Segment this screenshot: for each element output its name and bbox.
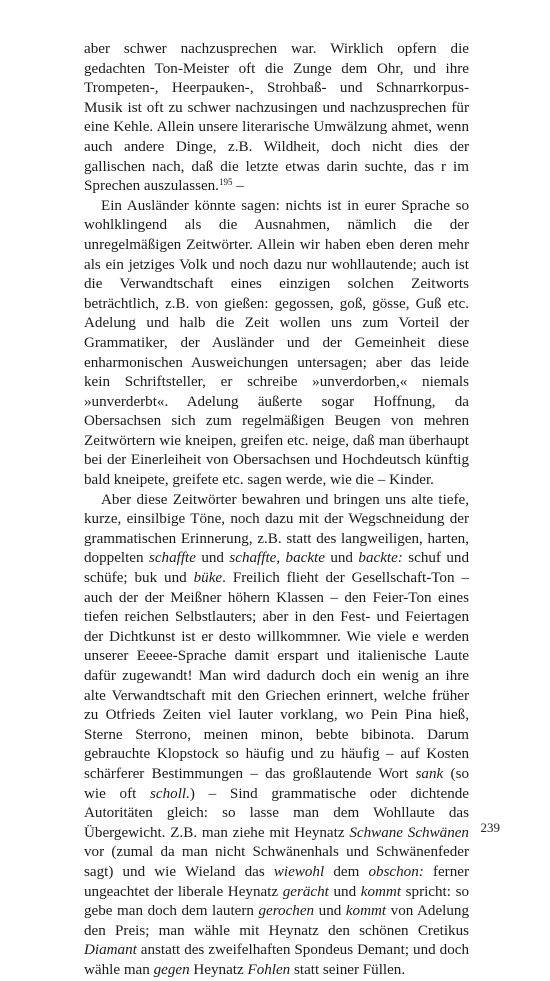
paragraph bbox=[84, 491, 469, 981]
paragraph bbox=[84, 40, 469, 197]
text-run: aber schwer nachzusprechen war. Wirklich opfern die gedachten Ton-Meister oft die Zunge dem Ohr, und ihre Trompeten-, Heerpauken-, Strohbaß- und Schnarrkorpus-Musik ist oft zu schwer nachzusingen und nachzusprechen für eine Kehle. Allein unsere literarische Umwälzung ahmet, wenn auch andere Dinge, z.B. Wildheit, doch nicht dies der gallischen nach, daß die letzte etwas darin suchte, das r im Sprechen auszulassen. bbox=[84, 41, 469, 195]
text-run: und bbox=[328, 883, 361, 900]
paragraph bbox=[84, 197, 469, 491]
footnote-marker: 195 bbox=[218, 177, 233, 188]
text-run: Heynatz bbox=[189, 961, 248, 978]
text-run: Aber diese Zeitwörter bewahren und bringen uns alte tiefe, kurze, einsilbige Töne, noch dazu mit der Wegschneidung der grammatischen Erinnerung, z.B. statt des langweiligen, harten, doppelten bbox=[84, 491, 469, 567]
italic-text: Schwane Schwänen bbox=[349, 824, 469, 841]
text-run: Ein Ausländer könnte sagen: nichts ist in eurer Sprache so wohlklingend als die Ausnahmen, nämlich die der unregelmäßigen Zeitwörter. Allein wir haben eben deren mehr als ein jetziges Volk und noch dazu nur wohllautende; auch ist die Verwandtschaft eines einzigen solchen Zeitworts beträchtlich, z.B. von gießen: gegossen, goß, gösse, Guß etc. Adelung und halb die Zeit wollen uns zum Vorteil der Grammatiker, der Ausländer und der Gemeinheit diese enharmonischen Ausweichungen untersagen; aber das leide kein Schriftsteller, er schreibe »unverdorben,« niemals »unverderbt«. Adelung äußerte sogar Hoffnung, da Obersachsen sich zum regelmäßigen Beugen von mehren Zeitwörtern wie kneipen, greifen etc. neige, daß man überhaupt bei der Einerleiheit von Obersachsen und Hochdeutsch künftig bald kneipete, greifete etc. sagen werde, wie die – Kinder. bbox=[84, 197, 469, 489]
italic-text: kommt bbox=[345, 903, 387, 920]
italic-text: backte: bbox=[358, 550, 403, 567]
text-run: – bbox=[232, 178, 244, 195]
text-run: dem bbox=[324, 863, 369, 880]
italic-text: gegen bbox=[153, 961, 190, 978]
text-run: und bbox=[314, 903, 346, 920]
italic-text: gerochen bbox=[258, 903, 315, 920]
italic-text: schaffte bbox=[148, 550, 196, 567]
body-text bbox=[84, 40, 469, 981]
text-run: und bbox=[195, 550, 230, 567]
italic-text: Diamant bbox=[84, 942, 137, 959]
italic-text: sank bbox=[415, 765, 444, 782]
page-number: 239 bbox=[480, 820, 500, 835]
text-run: . Freilich flieht der Gesellschaft-Ton – auch der der Meißner höhern Klassen – den Feier-Ton eines tiefen reichen Selbstlauters; aber in den Fest- und Feiertagen der Dichtkunst ist er desto willkommner. Wie viele e werden unserer Eeeee-Sprache damit erspart und italienische Laute dafür zugewandt! Man wird dadurch doch ein wenig an ihre alte Verwandtschaft mit den Griechen erinnert, welche früher zu Otfrieds Zeiten viel lauter vorklang, wo Pein Pina hieß, Sterne Sterrono, meinen minon, bebte bibinota. Darum gebrauchte Klopstock so häufig und zu häufig – auf Kosten schärferer Bestimmungen – das großlautende Wort bbox=[84, 570, 469, 782]
italic-text: Fohlen bbox=[247, 961, 291, 978]
italic-text: obschon: bbox=[368, 863, 424, 880]
text-run: schuf und schüfe; buk und bbox=[84, 550, 470, 587]
italic-text: scholl. bbox=[150, 785, 190, 802]
text-run: (so wie oft bbox=[84, 765, 469, 802]
text-run: ferner ungeachtet der liberale Heynatz bbox=[84, 863, 469, 900]
text-run: statt seiner Füllen. bbox=[290, 961, 406, 978]
text-run: anstatt des zweifelhaften Spondeus Demant; und doch wähle man bbox=[84, 942, 469, 978]
italic-text: schaffte, backte bbox=[229, 550, 325, 567]
italic-text: büke bbox=[193, 570, 223, 587]
text-run: ) – Sind grammatische oder dichtende Autoritäten gleich: so lasse man dem Wohllaute das Übergewicht. Z.B. man ziehe mit Heynatz bbox=[84, 785, 469, 841]
italic-text: kommt bbox=[360, 883, 402, 900]
text-run: vor (zumal da man nicht Schwänenhals und Schwänenfeder sagt) und wie Wieland das bbox=[84, 844, 469, 880]
italic-text: wiewohl bbox=[273, 863, 325, 880]
italic-text: gerächt bbox=[282, 883, 329, 900]
text-run: und bbox=[324, 550, 359, 567]
text-run: von Adelung den Preis; man wähle mit Heynatz den schönen Cretikus bbox=[84, 903, 469, 939]
text-run: spricht: so gebe man doch dem lautern bbox=[84, 883, 470, 920]
